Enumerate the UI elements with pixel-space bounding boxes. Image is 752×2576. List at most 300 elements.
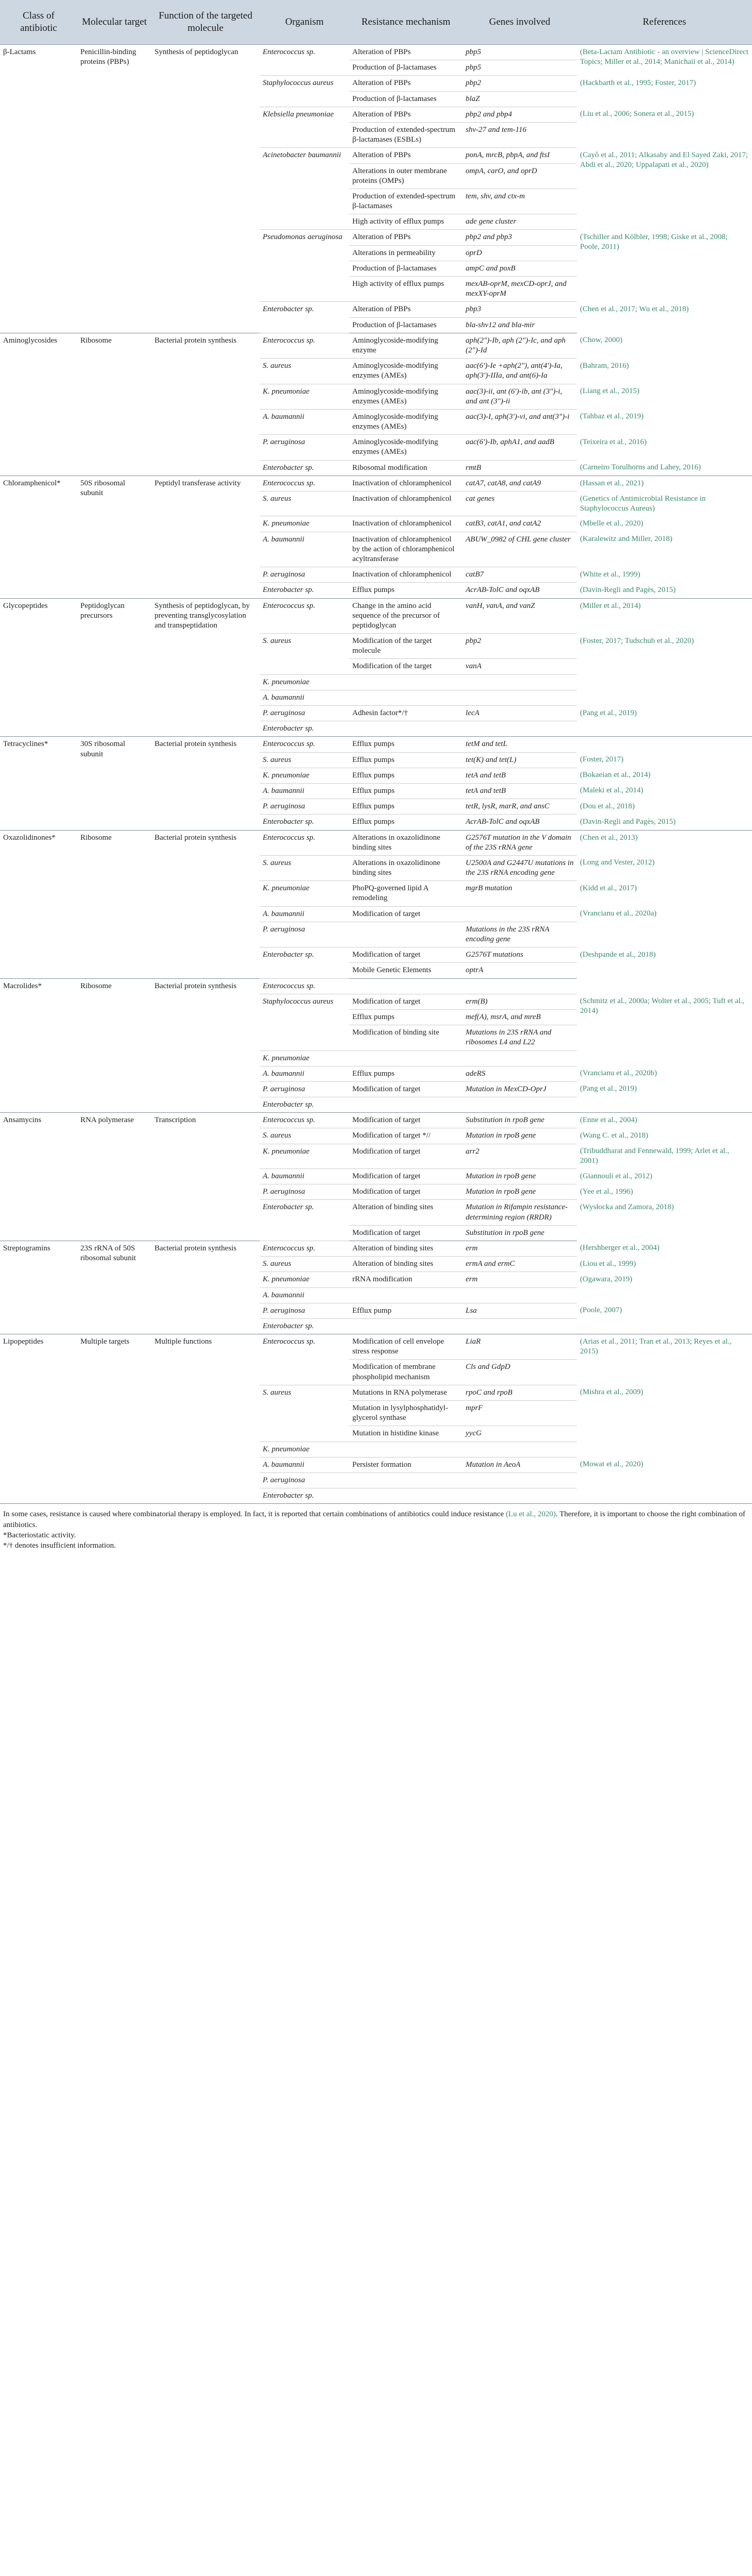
organism: Enterococcus sp. bbox=[260, 333, 349, 358]
header-function: Function of the targeted molecule bbox=[151, 0, 260, 45]
resistance-mechanism: Aminoglycoside-modifying enzymes (AMEs) bbox=[349, 359, 463, 384]
resistance-mechanism: Production of extended-spectrum β-lactamases bbox=[349, 189, 463, 214]
organism: Enterobacter sp. bbox=[260, 815, 349, 830]
organism: Enterobacter sp. bbox=[260, 583, 349, 598]
resistance-mechanism: Modification of target bbox=[349, 1144, 463, 1168]
reference-link[interactable] bbox=[577, 1442, 752, 1457]
organism: A. baumannii bbox=[260, 409, 349, 434]
table-row bbox=[0, 1334, 752, 1360]
resistance-mechanism: Modification of target bbox=[349, 947, 463, 963]
genes-involved: vanA bbox=[463, 659, 577, 674]
target-function: Peptidyl transferase activity bbox=[151, 476, 260, 598]
organism: S. aureus bbox=[260, 752, 349, 768]
resistance-mechanism: Inactivation of chloramphenicol bbox=[349, 516, 463, 532]
reference-link[interactable]: (Tahbaz et al., 2019) bbox=[580, 412, 644, 421]
resistance-mechanism bbox=[349, 978, 463, 994]
genes-involved: Mutations in 23S rRNA and ribosomes L4 and L22 bbox=[463, 1025, 577, 1050]
genes-involved: aac(3)-I, aph(3′)-vi, and ant(3″)-i bbox=[463, 409, 577, 434]
target-function: Bacterial protein synthesis bbox=[151, 1241, 260, 1334]
resistance-mechanism bbox=[349, 674, 463, 690]
organism: K. pneumoniae bbox=[260, 1442, 349, 1457]
reference-link[interactable]: (Mowat et al., 2020) bbox=[580, 1460, 643, 1469]
reference-link[interactable] bbox=[577, 1472, 752, 1488]
genes-involved: catB3, catA1, and catA2 bbox=[463, 516, 577, 532]
resistance-mechanism: Mutations in RNA polymerase bbox=[349, 1385, 463, 1400]
reference-link[interactable]: (Carneiro Torulhorns and Lahey, 2016) bbox=[577, 460, 752, 476]
reference-link[interactable]: (Pang et al., 2019) bbox=[580, 1084, 637, 1093]
genes-involved: Mutation in rpoB gene bbox=[463, 1184, 577, 1200]
genes-involved: pbp2 and pbp4 bbox=[463, 107, 577, 122]
genes-involved: pbp3 bbox=[463, 302, 577, 317]
resistance-mechanism: Modification of target bbox=[349, 1184, 463, 1200]
resistance-mechanism: Aminoglycoside-modifying enzymes (AMEs) bbox=[349, 384, 463, 409]
header-genes: Genes involved bbox=[463, 0, 577, 45]
resistance-mechanism: High activity of efflux pumps bbox=[349, 214, 463, 230]
reference-link[interactable] bbox=[577, 1318, 752, 1334]
resistance-mechanism: Mutation in histidine kinase bbox=[349, 1426, 463, 1442]
genes-involved: ermA and ermC bbox=[463, 1257, 577, 1272]
reference-link[interactable]: (Schmitz et al., 2000a; Wolter et al., 2005; Tuft et al., 2014) bbox=[580, 997, 745, 1015]
target-function: Multiple functions bbox=[151, 1334, 260, 1504]
organism: Acinetobacter baumannii bbox=[260, 148, 349, 230]
table-row bbox=[0, 737, 752, 752]
genes-involved: pbp5 bbox=[463, 45, 577, 60]
genes-involved bbox=[463, 1442, 577, 1457]
resistance-mechanism: High activity of efflux pumps bbox=[349, 277, 463, 302]
genes-involved: lecA bbox=[463, 706, 577, 721]
genes-involved: oprD bbox=[463, 245, 577, 261]
reference-link[interactable]: (Liu et al., 2006; Sonera et al., 2015) bbox=[580, 110, 694, 118]
reference-link[interactable]: (Davin-Regli and Pagès, 2015) bbox=[577, 583, 752, 598]
footnote-main-text: In some cases, resistance is caused where combinatorial therapy is employed. In fact, it is reported that certain combinations of antibiotics could induce resistance bbox=[3, 1510, 506, 1519]
organism: S. aureus bbox=[260, 492, 349, 516]
organism: P. aeruginosa bbox=[260, 567, 349, 583]
organism: P. aeruginosa bbox=[260, 1472, 349, 1488]
target-function: Transcription bbox=[151, 1113, 260, 1241]
molecular-target: 30S ribosomal subunit bbox=[77, 737, 151, 830]
resistance-mechanism: Mobile Genetic Elements bbox=[349, 963, 463, 978]
genes-involved: erm(B) bbox=[463, 994, 577, 1009]
header-target: Molecular target bbox=[77, 0, 151, 45]
reference-link[interactable]: (Maleki et al., 2014) bbox=[580, 786, 643, 795]
resistance-mechanism bbox=[349, 1318, 463, 1334]
genes-involved bbox=[463, 674, 577, 690]
molecular-target: Peptidoglycan precursors bbox=[77, 598, 151, 737]
resistance-mechanism: Efflux pumps bbox=[349, 737, 463, 752]
reference-link[interactable]: (Liou et al., 1999) bbox=[580, 1259, 636, 1268]
resistance-mechanism: rRNA modification bbox=[349, 1272, 463, 1287]
resistance-mechanism: Aminoglycoside-modifying enzyme bbox=[349, 333, 463, 358]
resistance-mechanism: Aminoglycoside-modifying enzymes (AMEs) bbox=[349, 409, 463, 434]
header-references: References bbox=[577, 0, 752, 45]
genes-involved: G2576T mutations bbox=[463, 947, 577, 963]
table-row bbox=[0, 598, 752, 634]
reference-link[interactable]: (Vrancianu et al., 2020a) bbox=[580, 909, 657, 918]
antibiotic-class: Lipopeptides bbox=[0, 1334, 77, 1504]
genes-involved: U2500A and G2447U mutations in the 23S rRNA encoding gene bbox=[463, 855, 577, 880]
organism: Enterococcus sp. bbox=[260, 598, 349, 634]
molecular-target: 23S rRNA of 50S ribosomal subunit bbox=[77, 1241, 151, 1334]
reference-link[interactable]: (Mishra et al., 2009) bbox=[580, 1388, 643, 1397]
resistance-mechanism bbox=[349, 1472, 463, 1488]
antibiotic-class: Aminoglycosides bbox=[0, 333, 77, 476]
reference-link[interactable]: (Giannouli et al., 2012) bbox=[580, 1172, 653, 1180]
genes-involved bbox=[463, 1318, 577, 1334]
reference-link[interactable] bbox=[577, 978, 752, 994]
resistance-mechanism: Efflux pumps bbox=[349, 1066, 463, 1081]
genes-involved: tet(K) and tet(L) bbox=[463, 752, 577, 768]
resistance-mechanism: Modification of the target molecule bbox=[349, 634, 463, 659]
reference-link[interactable] bbox=[577, 1097, 752, 1113]
genes-involved: erm bbox=[463, 1272, 577, 1287]
organism: P. aeruginosa bbox=[260, 1303, 349, 1318]
resistance-mechanism: Alteration of PBPs bbox=[349, 45, 463, 60]
genes-involved: rpoC and rpoB bbox=[463, 1385, 577, 1400]
antibiotic-class: Chloramphenicol* bbox=[0, 476, 77, 598]
reference-link[interactable]: (Deshpande et al., 2018) bbox=[580, 950, 656, 959]
genes-involved: aph(2″)-Ib, aph (2″)-Ic, and aph (2″)-Id bbox=[463, 333, 577, 358]
genes-involved: ompA, carO, and oprD bbox=[463, 163, 577, 189]
genes-involved: catA7, catA8, and catA9 bbox=[463, 476, 577, 491]
resistance-mechanism: Alteration of PBPs bbox=[349, 76, 463, 91]
resistance-mechanism: Modification of target bbox=[349, 994, 463, 1009]
organism: Enterobacter sp. bbox=[260, 1200, 349, 1241]
resistance-mechanism: Alteration of PBPs bbox=[349, 230, 463, 245]
organism: A. baumannii bbox=[260, 1287, 349, 1303]
resistance-mechanism: Production of β-lactamases bbox=[349, 261, 463, 276]
genes-involved: Substitution in rpoB gene bbox=[463, 1113, 577, 1128]
resistance-mechanism: Modification of target *// bbox=[349, 1128, 463, 1144]
resistance-mechanism: Alterations in permeability bbox=[349, 245, 463, 261]
table-row bbox=[0, 978, 752, 994]
resistance-mechanism: Modification of target bbox=[349, 1081, 463, 1097]
genes-involved: shv-27 and tem-116 bbox=[463, 122, 577, 147]
organism: Enterobacter sp. bbox=[260, 1488, 349, 1504]
genes-involved: pbp2 and pbp3 bbox=[463, 230, 577, 245]
resistance-mechanism: Modification of cell envelope stress response bbox=[349, 1334, 463, 1360]
reference-link[interactable] bbox=[577, 690, 752, 705]
organism: K. pneumoniae bbox=[260, 1272, 349, 1287]
genes-involved: Mutation in AeoA bbox=[463, 1457, 577, 1472]
resistance-mechanism bbox=[349, 1097, 463, 1113]
genes-involved: ABUW_0982 of CHL gene cluster bbox=[463, 532, 577, 567]
resistance-mechanism: Modification of binding site bbox=[349, 1025, 463, 1050]
antibiotic-class: Macrolides* bbox=[0, 978, 77, 1113]
organism: Enterococcus sp. bbox=[260, 830, 349, 855]
reference-link[interactable]: (Karalewitz and Miller, 2018) bbox=[580, 535, 673, 544]
resistance-mechanism: Efflux pumps bbox=[349, 799, 463, 815]
resistance-mechanism: Alterations in oxazolidinone binding sites bbox=[349, 830, 463, 855]
reference-link[interactable]: (Foster, 2017) bbox=[580, 755, 624, 764]
molecular-target: 50S ribosomal subunit bbox=[77, 476, 151, 598]
organism: A. baumannii bbox=[260, 783, 349, 799]
organism: Klebsiella pneumoniae bbox=[260, 107, 349, 148]
resistance-mechanism: Production of β-lactamases bbox=[349, 317, 463, 333]
organism: P. aeruginosa bbox=[260, 706, 349, 721]
organism: K. pneumoniae bbox=[260, 674, 349, 690]
reference-link[interactable]: (Beta-Lactam Antibiotic - an overview | ScienceDirect Topics; Miller et al., 2014; Manichaii et al., 2014) bbox=[580, 48, 749, 66]
reference-link[interactable]: (Chow, 2000) bbox=[580, 336, 623, 345]
genes-involved: tem, shv, and ctx-m bbox=[463, 189, 577, 214]
table-footnotes bbox=[0, 1504, 752, 1556]
genes-involved: AcrAB-TolC and oqxAB bbox=[463, 815, 577, 830]
reference-link[interactable]: (Genetics of Antimicrobial Resistance in Staphylococcus Aureus) bbox=[580, 494, 706, 513]
reference-link[interactable]: (Cayô et al., 2011; Alkasaby and El Sayed Zaki, 2017; Abdi et al., 2020; Uppalapati et al., 2020) bbox=[580, 150, 748, 169]
genes-involved: Substitution in rpoB gene bbox=[463, 1225, 577, 1241]
genes-involved: LiaR bbox=[463, 1334, 577, 1360]
organism: Pseudomonas aeruginosa bbox=[260, 230, 349, 302]
genes-involved bbox=[463, 690, 577, 705]
genes-involved: ampC and poxB bbox=[463, 261, 577, 276]
header-organism: Organism bbox=[260, 0, 349, 45]
genes-involved bbox=[463, 906, 577, 922]
reference-link[interactable] bbox=[577, 1050, 752, 1066]
resistance-mechanism: Inactivation of chloramphenicol bbox=[349, 567, 463, 583]
footnote-main-text-end: . Therefore, it is important to choose the right combination of antibiotics. bbox=[3, 1510, 745, 1529]
reference-link[interactable] bbox=[577, 674, 752, 690]
reference-link[interactable]: (Enne et al., 2004) bbox=[580, 1116, 638, 1125]
genes-involved: yycG bbox=[463, 1426, 577, 1442]
resistance-mechanism: Ribosomal modification bbox=[349, 460, 463, 476]
target-function: Synthesis of peptidoglycan, by preventing transglycosylation and transpeptidation bbox=[151, 598, 260, 737]
genes-involved: aac(6′)-Ie +aph(2″), ant(4′)-Ia, aph(3′)-IIIa, and ant(6)-Ia bbox=[463, 359, 577, 384]
reference-link[interactable]: (Kidd et al., 2017) bbox=[580, 884, 637, 892]
genes-involved: erm bbox=[463, 1241, 577, 1256]
resistance-mechanism bbox=[349, 721, 463, 737]
organism: K. pneumoniae bbox=[260, 1144, 349, 1168]
organism: A. baumannii bbox=[260, 1457, 349, 1472]
reference-link[interactable]: (Miller et al., 2014) bbox=[580, 601, 641, 610]
organism: Enterobacter sp. bbox=[260, 947, 349, 978]
table-row bbox=[0, 830, 752, 855]
organism: Enterobacter sp. bbox=[260, 1318, 349, 1334]
resistance-mechanism bbox=[349, 1488, 463, 1504]
organism: S. aureus bbox=[260, 359, 349, 384]
genes-involved: mef(A), msrA, and mreB bbox=[463, 1009, 577, 1025]
resistance-mechanism: Alteration of PBPs bbox=[349, 148, 463, 163]
reference-link[interactable]: (Bokaeian et al., 2014) bbox=[580, 771, 651, 779]
organism: K. pneumoniae bbox=[260, 516, 349, 532]
genes-involved: pbp5 bbox=[463, 60, 577, 76]
table-row bbox=[0, 333, 752, 358]
footnote-bacteriostatic: *Bacteriostatic activity. bbox=[3, 1531, 76, 1539]
organism: P. aeruginosa bbox=[260, 922, 349, 947]
organism: A. baumannii bbox=[260, 1169, 349, 1184]
reference-link[interactable]: (Mbelle et al., 2020) bbox=[580, 519, 643, 528]
reference-link[interactable]: (Vrancianu et al., 2020b) bbox=[580, 1069, 657, 1078]
genes-involved bbox=[463, 721, 577, 737]
resistance-mechanism: Efflux pumps bbox=[349, 815, 463, 830]
antibiotic-class: Glycopeptides bbox=[0, 598, 77, 737]
genes-involved: Cls and GdpD bbox=[463, 1360, 577, 1385]
genes-involved: catB7 bbox=[463, 567, 577, 583]
genes-involved: G2576T mutation in the V domain of the 23S rRNA gene bbox=[463, 830, 577, 855]
resistance-mechanism: Inactivation of chloramphenicol bbox=[349, 476, 463, 491]
genes-involved: ponA, mrcB, pbpA, and ftsI bbox=[463, 148, 577, 163]
genes-involved: Mutation in rpoB gene bbox=[463, 1169, 577, 1184]
genes-involved bbox=[463, 1050, 577, 1066]
organism: A. baumannii bbox=[260, 906, 349, 922]
organism: Enterococcus sp. bbox=[260, 1334, 349, 1385]
genes-involved: Mutation in Rifampin resistance-determining region (RRDR) bbox=[463, 1200, 577, 1225]
genes-involved: ade gene cluster bbox=[463, 214, 577, 230]
genes-involved: mgrB mutation bbox=[463, 881, 577, 906]
reference-link[interactable]: (Wang C. et al., 2018) bbox=[580, 1131, 648, 1140]
reference-link[interactable] bbox=[577, 721, 752, 737]
organism: Staphylococcus aureus bbox=[260, 994, 349, 1050]
genes-involved: bla-shv12 and bla-mir bbox=[463, 317, 577, 333]
resistance-mechanism: Alteration of binding sites bbox=[349, 1241, 463, 1256]
reference-link[interactable]: (Liang et al., 2015) bbox=[580, 387, 640, 395]
reference-link[interactable]: (Bahram, 2016) bbox=[580, 361, 629, 370]
resistance-mechanism: Aminoglycoside-modifying enzymes (AMEs) bbox=[349, 435, 463, 460]
reference-link[interactable]: (Arias et al., 2011; Tran et al., 2013; Reyes et al., 2015) bbox=[580, 1337, 732, 1356]
resistance-mechanism: Mutation in lysylphosphatidyl-glycerol synthase bbox=[349, 1401, 463, 1426]
reference-link[interactable] bbox=[577, 1488, 752, 1504]
antibiotic-class: Oxazolidinones* bbox=[0, 830, 77, 978]
reference-link[interactable] bbox=[577, 1287, 752, 1303]
organism: A. baumannii bbox=[260, 1066, 349, 1081]
reference-link[interactable]: (Hershberger et al., 2004) bbox=[580, 1244, 660, 1252]
resistance-mechanism: Alterations in outer membrane proteins (OMPs) bbox=[349, 163, 463, 189]
reference-link[interactable]: (Tschiller and Kölbler, 1998; Giske et al., 2008; Poole, 2011) bbox=[580, 232, 728, 251]
resistance-mechanism: Efflux pumps bbox=[349, 752, 463, 768]
resistance-mechanism: Adhesin factor*/† bbox=[349, 706, 463, 721]
genes-involved: optrA bbox=[463, 963, 577, 978]
genes-involved: blaZ bbox=[463, 91, 577, 107]
table-row bbox=[0, 1113, 752, 1128]
resistance-mechanism: Alteration of binding sites bbox=[349, 1257, 463, 1272]
genes-involved: aac(6′)-Ib, aphA1, and aadB bbox=[463, 435, 577, 460]
footnote-main-reference[interactable]: (Lu et al., 2020) bbox=[505, 1510, 556, 1519]
resistance-mechanism bbox=[349, 1442, 463, 1457]
footnote-insufficient: */† denotes insufficient information. bbox=[3, 1541, 116, 1550]
genes-involved: Mutation in MexCD-OprJ bbox=[463, 1081, 577, 1097]
genes-involved bbox=[463, 1097, 577, 1113]
molecular-target: Ribosome bbox=[77, 978, 151, 1113]
target-function: Bacterial protein synthesis bbox=[151, 737, 260, 830]
genes-involved: tetA and tetB bbox=[463, 768, 577, 783]
organism: A. baumannii bbox=[260, 690, 349, 705]
table-row bbox=[0, 1241, 752, 1256]
reference-link[interactable]: (Davin-Regli and Pagès, 2015) bbox=[577, 815, 752, 830]
organism: A. baumannii bbox=[260, 532, 349, 567]
resistance-mechanism: Modification of the target bbox=[349, 659, 463, 674]
organism: P. aeruginosa bbox=[260, 1184, 349, 1200]
reference-link[interactable]: (Yee et al., 1996) bbox=[580, 1187, 634, 1196]
reference-link[interactable]: (Chen et al., 2013) bbox=[580, 833, 638, 842]
organism: Enterococcus sp. bbox=[260, 737, 349, 752]
organism: K. pneumoniae bbox=[260, 881, 349, 906]
resistance-mechanism: PhoPQ-governed lipid A remodeling bbox=[349, 881, 463, 906]
resistance-mechanism bbox=[349, 1050, 463, 1066]
genes-involved: mprF bbox=[463, 1401, 577, 1426]
genes-involved: cat genes bbox=[463, 492, 577, 516]
organism: S. aureus bbox=[260, 1257, 349, 1272]
genes-involved: vanH, vanA, and vanZ bbox=[463, 598, 577, 634]
genes-involved bbox=[463, 1287, 577, 1303]
genes-involved: pbp2 bbox=[463, 76, 577, 91]
resistance-mechanism: Efflux pump bbox=[349, 1303, 463, 1318]
genes-involved: Mutation in rpoB gene bbox=[463, 1128, 577, 1144]
reference-link[interactable]: (Hackbarth et al., 1995; Foster, 2017) bbox=[580, 78, 696, 87]
genes-involved: arr2 bbox=[463, 1144, 577, 1168]
organism: S. aureus bbox=[260, 634, 349, 675]
reference-link[interactable]: (Pang et al., 2019) bbox=[580, 708, 637, 717]
genes-involved: Lsa bbox=[463, 1303, 577, 1318]
organism: Enterococcus sp. bbox=[260, 1241, 349, 1256]
resistance-mechanism: Modification of membrane phospholipid mechanism bbox=[349, 1360, 463, 1385]
reference-link[interactable]: (Ogawara, 2019) bbox=[580, 1275, 633, 1283]
genes-involved: rmtB bbox=[463, 460, 577, 476]
table-row bbox=[0, 476, 752, 491]
genes-involved: pbp2 bbox=[463, 634, 577, 659]
reference-link[interactable]: (Dou et al., 2018) bbox=[580, 802, 635, 810]
organism: P. aeruginosa bbox=[260, 799, 349, 815]
genes-involved: adeRS bbox=[463, 1066, 577, 1081]
target-function: Bacterial protein synthesis bbox=[151, 830, 260, 978]
reference-link[interactable]: (Wysłocka and Zamora, 2018) bbox=[580, 1202, 674, 1211]
resistance-mechanism: Persister formation bbox=[349, 1457, 463, 1472]
reference-link[interactable]: (Foster, 2017; Tudschub et al., 2020) bbox=[580, 636, 694, 645]
resistance-mechanism: Modification of target bbox=[349, 1225, 463, 1241]
reference-link[interactable]: (Long and Vester, 2012) bbox=[580, 858, 655, 867]
organism: S. aureus bbox=[260, 1385, 349, 1442]
resistance-mechanism: Change in the amino acid sequence of the precursor of peptidoglycan bbox=[349, 598, 463, 634]
genes-involved: tetA and tetB bbox=[463, 783, 577, 799]
organism: Enterococcus sp. bbox=[260, 978, 349, 994]
molecular-target: Penicillin-binding proteins (PBPs) bbox=[77, 45, 151, 333]
resistance-mechanism: Efflux pumps bbox=[349, 1009, 463, 1025]
genes-involved bbox=[463, 1488, 577, 1504]
resistance-mechanism: Production of β-lactamases bbox=[349, 60, 463, 76]
antibiotic-class: Tetracyclines* bbox=[0, 737, 77, 830]
organism: Enterobacter sp. bbox=[260, 460, 349, 476]
resistance-mechanism: Alteration of PBPs bbox=[349, 302, 463, 317]
table-row bbox=[0, 45, 752, 60]
reference-link[interactable] bbox=[577, 737, 752, 752]
molecular-target: Multiple targets bbox=[77, 1334, 151, 1504]
reference-link[interactable]: (Teixeira et al., 2016) bbox=[580, 437, 647, 446]
resistance-mechanism: Production of β-lactamases bbox=[349, 91, 463, 107]
organism: Enterobacter sp. bbox=[260, 302, 349, 333]
molecular-target: RNA polymerase bbox=[77, 1113, 151, 1241]
resistance-mechanism: Alteration of binding sites bbox=[349, 1200, 463, 1225]
reference-link[interactable]: (Tribuddharat and Fennewald, 1999; Arlet et al., 2001) bbox=[580, 1147, 729, 1165]
genes-involved bbox=[463, 978, 577, 994]
resistance-mechanism bbox=[349, 922, 463, 947]
resistance-mechanism: Inactivation of chloramphenicol bbox=[349, 492, 463, 516]
reference-link[interactable]: (Chen et al., 2017; Wu et al., 2018) bbox=[580, 304, 689, 313]
resistance-mechanism: Modification of target bbox=[349, 906, 463, 922]
reference-link[interactable]: (Hassan et al., 2021) bbox=[580, 479, 644, 487]
genes-involved bbox=[463, 1472, 577, 1488]
resistance-mechanism bbox=[349, 1287, 463, 1303]
genes-involved: tetR, lysR, marR, and ansC bbox=[463, 799, 577, 815]
genes-involved: Mutations in the 23S rRNA encoding gene bbox=[463, 922, 577, 947]
organism: S. aureus bbox=[260, 1128, 349, 1144]
reference-link[interactable] bbox=[577, 922, 752, 947]
resistance-mechanism bbox=[349, 690, 463, 705]
organism: P. aeruginosa bbox=[260, 1081, 349, 1097]
footnote-main bbox=[3, 1509, 749, 1530]
organism: Enterococcus sp. bbox=[260, 476, 349, 491]
resistance-mechanism: Efflux pumps bbox=[349, 583, 463, 598]
organism: P. aeruginosa bbox=[260, 435, 349, 460]
resistance-mechanism: Inactivation of chloramphenicol by the action of chloramphenicol acyltransferase bbox=[349, 532, 463, 567]
reference-link[interactable]: (White et al., 1999) bbox=[580, 570, 641, 579]
reference-link[interactable]: (Poole, 2007) bbox=[580, 1306, 622, 1315]
